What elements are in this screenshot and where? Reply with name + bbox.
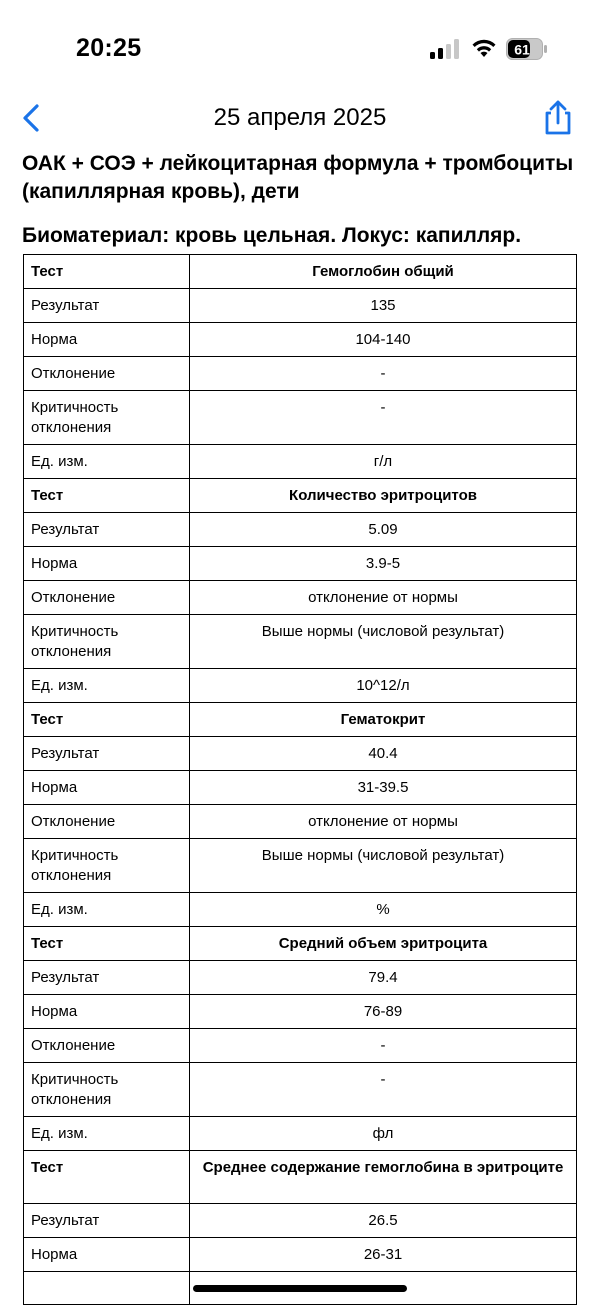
table-row [24,961,577,995]
row-label: Результат [24,513,190,547]
result-value: 26.5 [190,1204,577,1238]
row-label: Результат [24,289,190,323]
table-row [24,893,577,927]
row-label: Результат [24,1204,190,1238]
deviation-value: отклонение от нормы [190,805,577,839]
unit-value: 10^12/л [190,669,577,703]
document-subtitle: Биоматериал: кровь цельная. Локус: капилляр. [22,224,522,247]
row-label: Тест [24,255,190,289]
test-name: Гемоглобин общий [190,255,577,289]
home-indicator[interactable] [193,1285,407,1292]
row-label: Тест [24,927,190,961]
row-label: Критичность отклонения [24,615,190,669]
table-row [24,805,577,839]
row-label: Тест [24,479,190,513]
table-row [24,445,577,479]
row-label: Ед. изм. [24,669,190,703]
norm-value: 31-39.5 [190,771,577,805]
test-name: Гематокрит [190,703,577,737]
table-row [24,927,577,961]
table-row [24,289,577,323]
row-label: Тест [24,703,190,737]
test-name: Среднее содержание гемоглобина в эритроците [190,1151,577,1204]
table-row [24,1238,577,1272]
norm-value: 3.9-5 [190,547,577,581]
row-label: Тест [24,1151,190,1204]
row-label: Норма [24,1238,190,1272]
battery-level: 61 [514,41,530,58]
unit-value: фл [190,1117,577,1151]
table-row [24,669,577,703]
result-value: 79.4 [190,961,577,995]
criticality-value: - [190,1063,577,1117]
table-row [24,391,577,445]
result-value: 5.09 [190,513,577,547]
row-label: Норма [24,771,190,805]
table-row [24,771,577,805]
table-row [24,547,577,581]
table-row [24,1151,577,1204]
battery-icon [506,38,548,60]
table-row [24,581,577,615]
row-label: Критичность отклонения [24,839,190,893]
deviation-value: отклонение от нормы [190,581,577,615]
test-name: Количество эритроцитов [190,479,577,513]
table-row [24,1029,577,1063]
deviation-value: - [190,357,577,391]
row-label: Результат [24,961,190,995]
test-name: Средний объем эритроцита [190,927,577,961]
norm-value: 26-31 [190,1238,577,1272]
table-row [24,1204,577,1238]
share-button[interactable] [540,98,576,138]
status-time: 20:25 [76,34,142,62]
table-row [24,1063,577,1117]
criticality-value: Выше нормы (числовой результат) [190,615,577,669]
criticality-value: Выше нормы (числовой результат) [190,839,577,893]
row-label: Норма [24,547,190,581]
result-value: 135 [190,289,577,323]
page-title: 25 апреля 2025 [213,104,387,131]
table-row [24,357,577,391]
table-row [24,513,577,547]
row-label: Результат [24,737,190,771]
row-label: Норма [24,995,190,1029]
unit-value: % [190,893,577,927]
norm-value: 104-140 [190,323,577,357]
deviation-value: - [190,1029,577,1063]
table-row [24,323,577,357]
cellular-signal-icon [430,39,462,59]
results-table-container[interactable] [23,254,577,1263]
row-label: Ед. изм. [24,1117,190,1151]
row-label: Критичность отклонения [24,1063,190,1117]
row-label: Отклонение [24,1029,190,1063]
status-bar [0,0,600,96]
row-label: Отклонение [24,805,190,839]
wifi-icon [471,37,497,59]
row-label: Норма [24,323,190,357]
table-row [24,839,577,893]
result-value: 40.4 [190,737,577,771]
table-row [24,255,577,289]
table-row [24,479,577,513]
nav-bar [0,96,600,142]
table-row [24,1117,577,1151]
results-table [23,254,577,1305]
row-label [24,1272,190,1305]
unit-value: г/л [190,445,577,479]
table-row [24,737,577,771]
row-label: Отклонение [24,357,190,391]
row-label: Критичность отклонения [24,391,190,445]
document-title: ОАК + СОЭ + лейкоцитарная формула + тромбоциты (капиллярная кровь), дети [22,152,574,203]
row-label: Ед. изм. [24,445,190,479]
norm-value: 76-89 [190,995,577,1029]
table-row [24,995,577,1029]
table-row [24,703,577,737]
row-label: Отклонение [24,581,190,615]
criticality-value: - [190,391,577,445]
table-row [24,615,577,669]
row-label: Ед. изм. [24,893,190,927]
share-icon [540,98,576,138]
